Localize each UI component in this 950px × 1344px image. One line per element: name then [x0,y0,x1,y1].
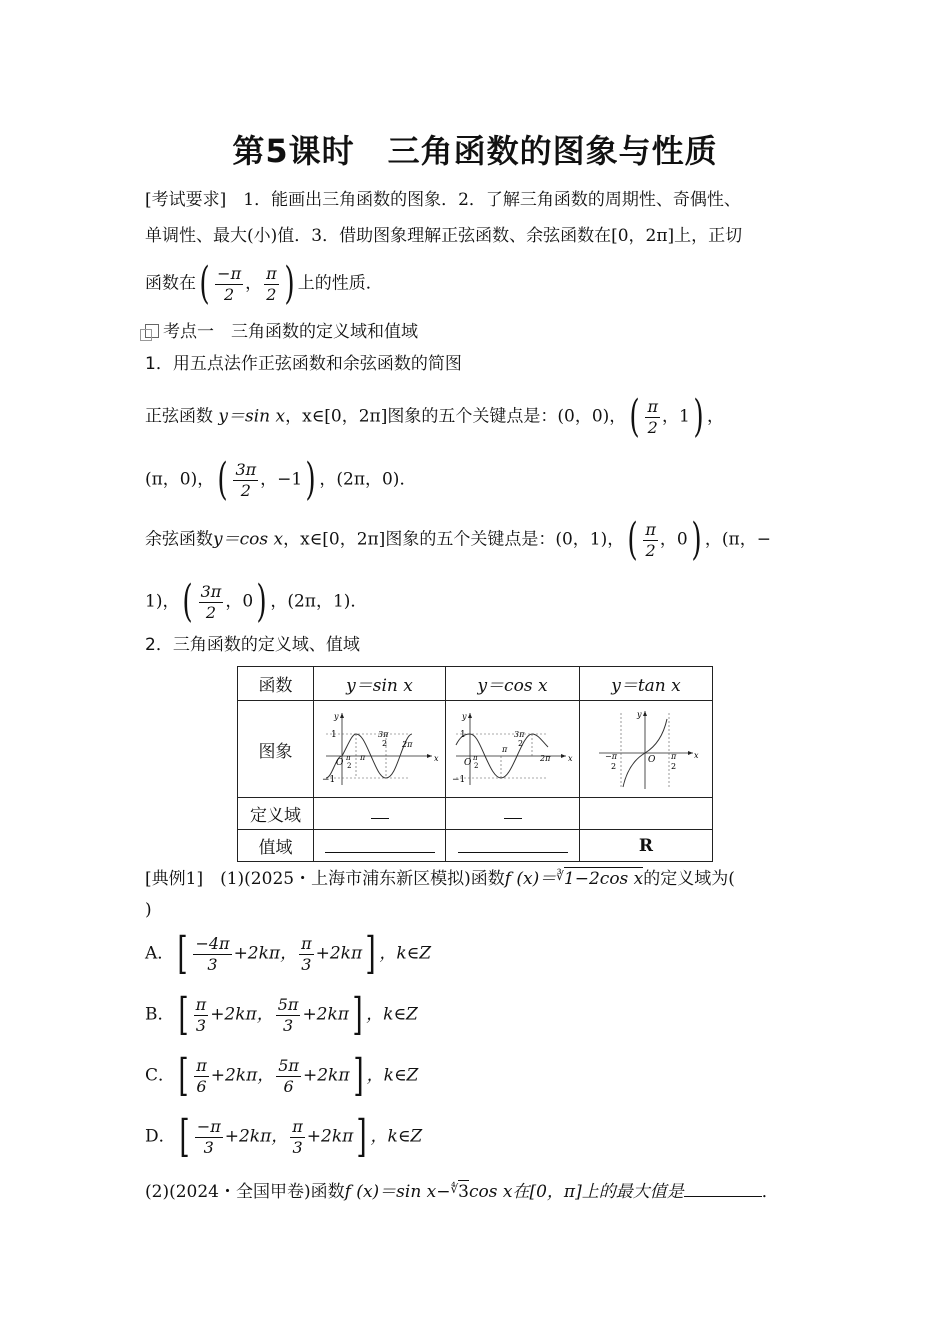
fraction: $\frac{\pi}{2}$ [266,263,277,304]
tick-label: O [648,755,656,765]
tick-label: 1 [459,730,466,740]
option-b[interactable]: B．[ $\frac{\pi}{3}$ +2kπ， $\frac{5\pi}{3}$ +2kπ] ，k∈Z [145,989,418,1040]
example-q1-close: ) [145,900,152,920]
axis-label: x [433,754,439,763]
table-header: y＝cos x [446,667,580,701]
tick-label: 1 [330,730,337,740]
fraction: $\frac{-\pi}{2}$ [217,263,242,304]
section-heading: 考点一 三角函数的定义域和值域 [145,320,825,344]
row-label-domain: 定义域 [238,798,314,830]
section-marker-icon [145,324,159,338]
answer-blank[interactable] [684,1180,762,1197]
axis-label: y [333,712,339,721]
cos-range-blank[interactable] [446,830,580,862]
axis-label: y [461,712,467,721]
tan-domain-blank[interactable] [580,798,713,830]
option-a[interactable]: A．[ $\frac{-4\pi}{3}$ +2kπ， $\frac{\pi}{3}$ +2kπ] ，k∈Z [145,928,432,979]
row-label-range: 值域 [238,830,314,862]
tick-label: 2 [611,762,617,771]
tick-label: π [359,753,365,762]
square-root-icon: ∜ [450,1182,459,1196]
example-label: [典例1] [145,869,204,889]
cos-domain-blank[interactable] [446,798,580,830]
requirements-line-1: [考试要求] 1．能画出三角函数的图象．2．了解三角函数的周期性、奇偶性、 [145,190,741,210]
tick-label: O [335,758,343,768]
tick-label: 3π [513,730,524,739]
page-title: 第5课时 三角函数的图象与性质 [232,132,718,170]
sin-graph-cell [314,701,446,798]
sin-graph [320,709,440,789]
table-header: y＝sin x [314,667,446,701]
tick-label: 3π [377,730,388,739]
sin-keypoints-line-1: 正弦函数 y＝sin x，x∈[0，2π]图象的五个关键点是：(0，0)，( $\frac{\pi}{2}$ ，1) ， [145,391,724,442]
tick-label: 2 [671,762,677,771]
tick-label: π [501,745,507,754]
table-header: y＝tan x [580,667,713,701]
sin-keypoints-line-2: (π，0)，( $\frac{3\pi}{2}$ ，−1) ，(2π，0)． [145,454,417,505]
trig-properties-table [237,666,713,862]
tick-label: π [472,754,478,762]
sin-domain-blank[interactable] [314,798,446,830]
tan-graph-cell [580,701,713,798]
cos-graph-cell [446,701,580,798]
option-d[interactable]: D．[ $\frac{-\pi}{3}$ +2kπ， $\frac{\pi}{3}$ +2kπ] ，k∈Z [145,1111,423,1162]
example-q1-line: [典例1] (1)(2025・上海市浦东新区模拟)函数f (x)＝∛1−2cos x的定义域为( [145,869,735,889]
requirements-label: [考试要求] [145,190,227,210]
sin-range-blank[interactable] [314,830,446,862]
axis-label: x [567,754,573,763]
tick-label: −π [605,752,617,761]
item1-heading: 1．用五点法作正弦函数和余弦函数的简图 [145,354,462,374]
tick-label: 2 [473,762,478,770]
tick-label: 2 [346,762,351,770]
requirements-line-2: 单调性、最大(小)值．3．借助图象理解正弦函数、余弦函数在[0，2π]上，正切 [145,226,743,246]
tan-graph [591,707,701,791]
tick-label: 2 [517,739,523,748]
tick-label: −1 [451,775,465,785]
tick-label: O [463,758,471,768]
tick-label: π [345,754,351,762]
example-q2-line: (2)(2024・全国甲卷)函数f (x)＝sin x−∜3cos x在[0，π]上的最大值是 ． [145,1182,779,1202]
row-label-graph: 图象 [238,701,314,798]
cos-keypoints-line-2: 1)，( $\frac{3\pi}{2}$ ，0) ，(2π，1)． [145,576,368,627]
tick-label: −1 [321,775,335,785]
cube-root-icon: ∛ [556,869,564,883]
axis-label: x [694,751,699,760]
table-header: 函数 [238,667,314,701]
tick-label: 2π [401,740,412,749]
tick-label: 2π [539,754,550,763]
cos-graph [452,709,574,789]
tick-label: π [671,752,677,761]
tan-range-value: R [580,830,713,862]
item2-heading: 2．三角函数的定义域、值域 [145,635,360,655]
axis-label: y [637,710,642,719]
option-c[interactable]: C．[ $\frac{\pi}{6}$ +2kπ， $\frac{5\pi}{6}$ +2kπ] ，k∈Z [145,1050,419,1101]
requirements-line-3: 函数在( $\frac{-\pi}{2}$ ， $\frac{\pi}{2}$ ) 上的性质． [145,258,383,309]
tick-label: 2 [381,739,387,748]
cos-keypoints-line-1: 余弦函数y＝cos x，x∈[0，2π]图象的五个关键点是：(0，1)，( $\frac{\pi}{2}$ ，0) ，(π，− [145,514,771,565]
